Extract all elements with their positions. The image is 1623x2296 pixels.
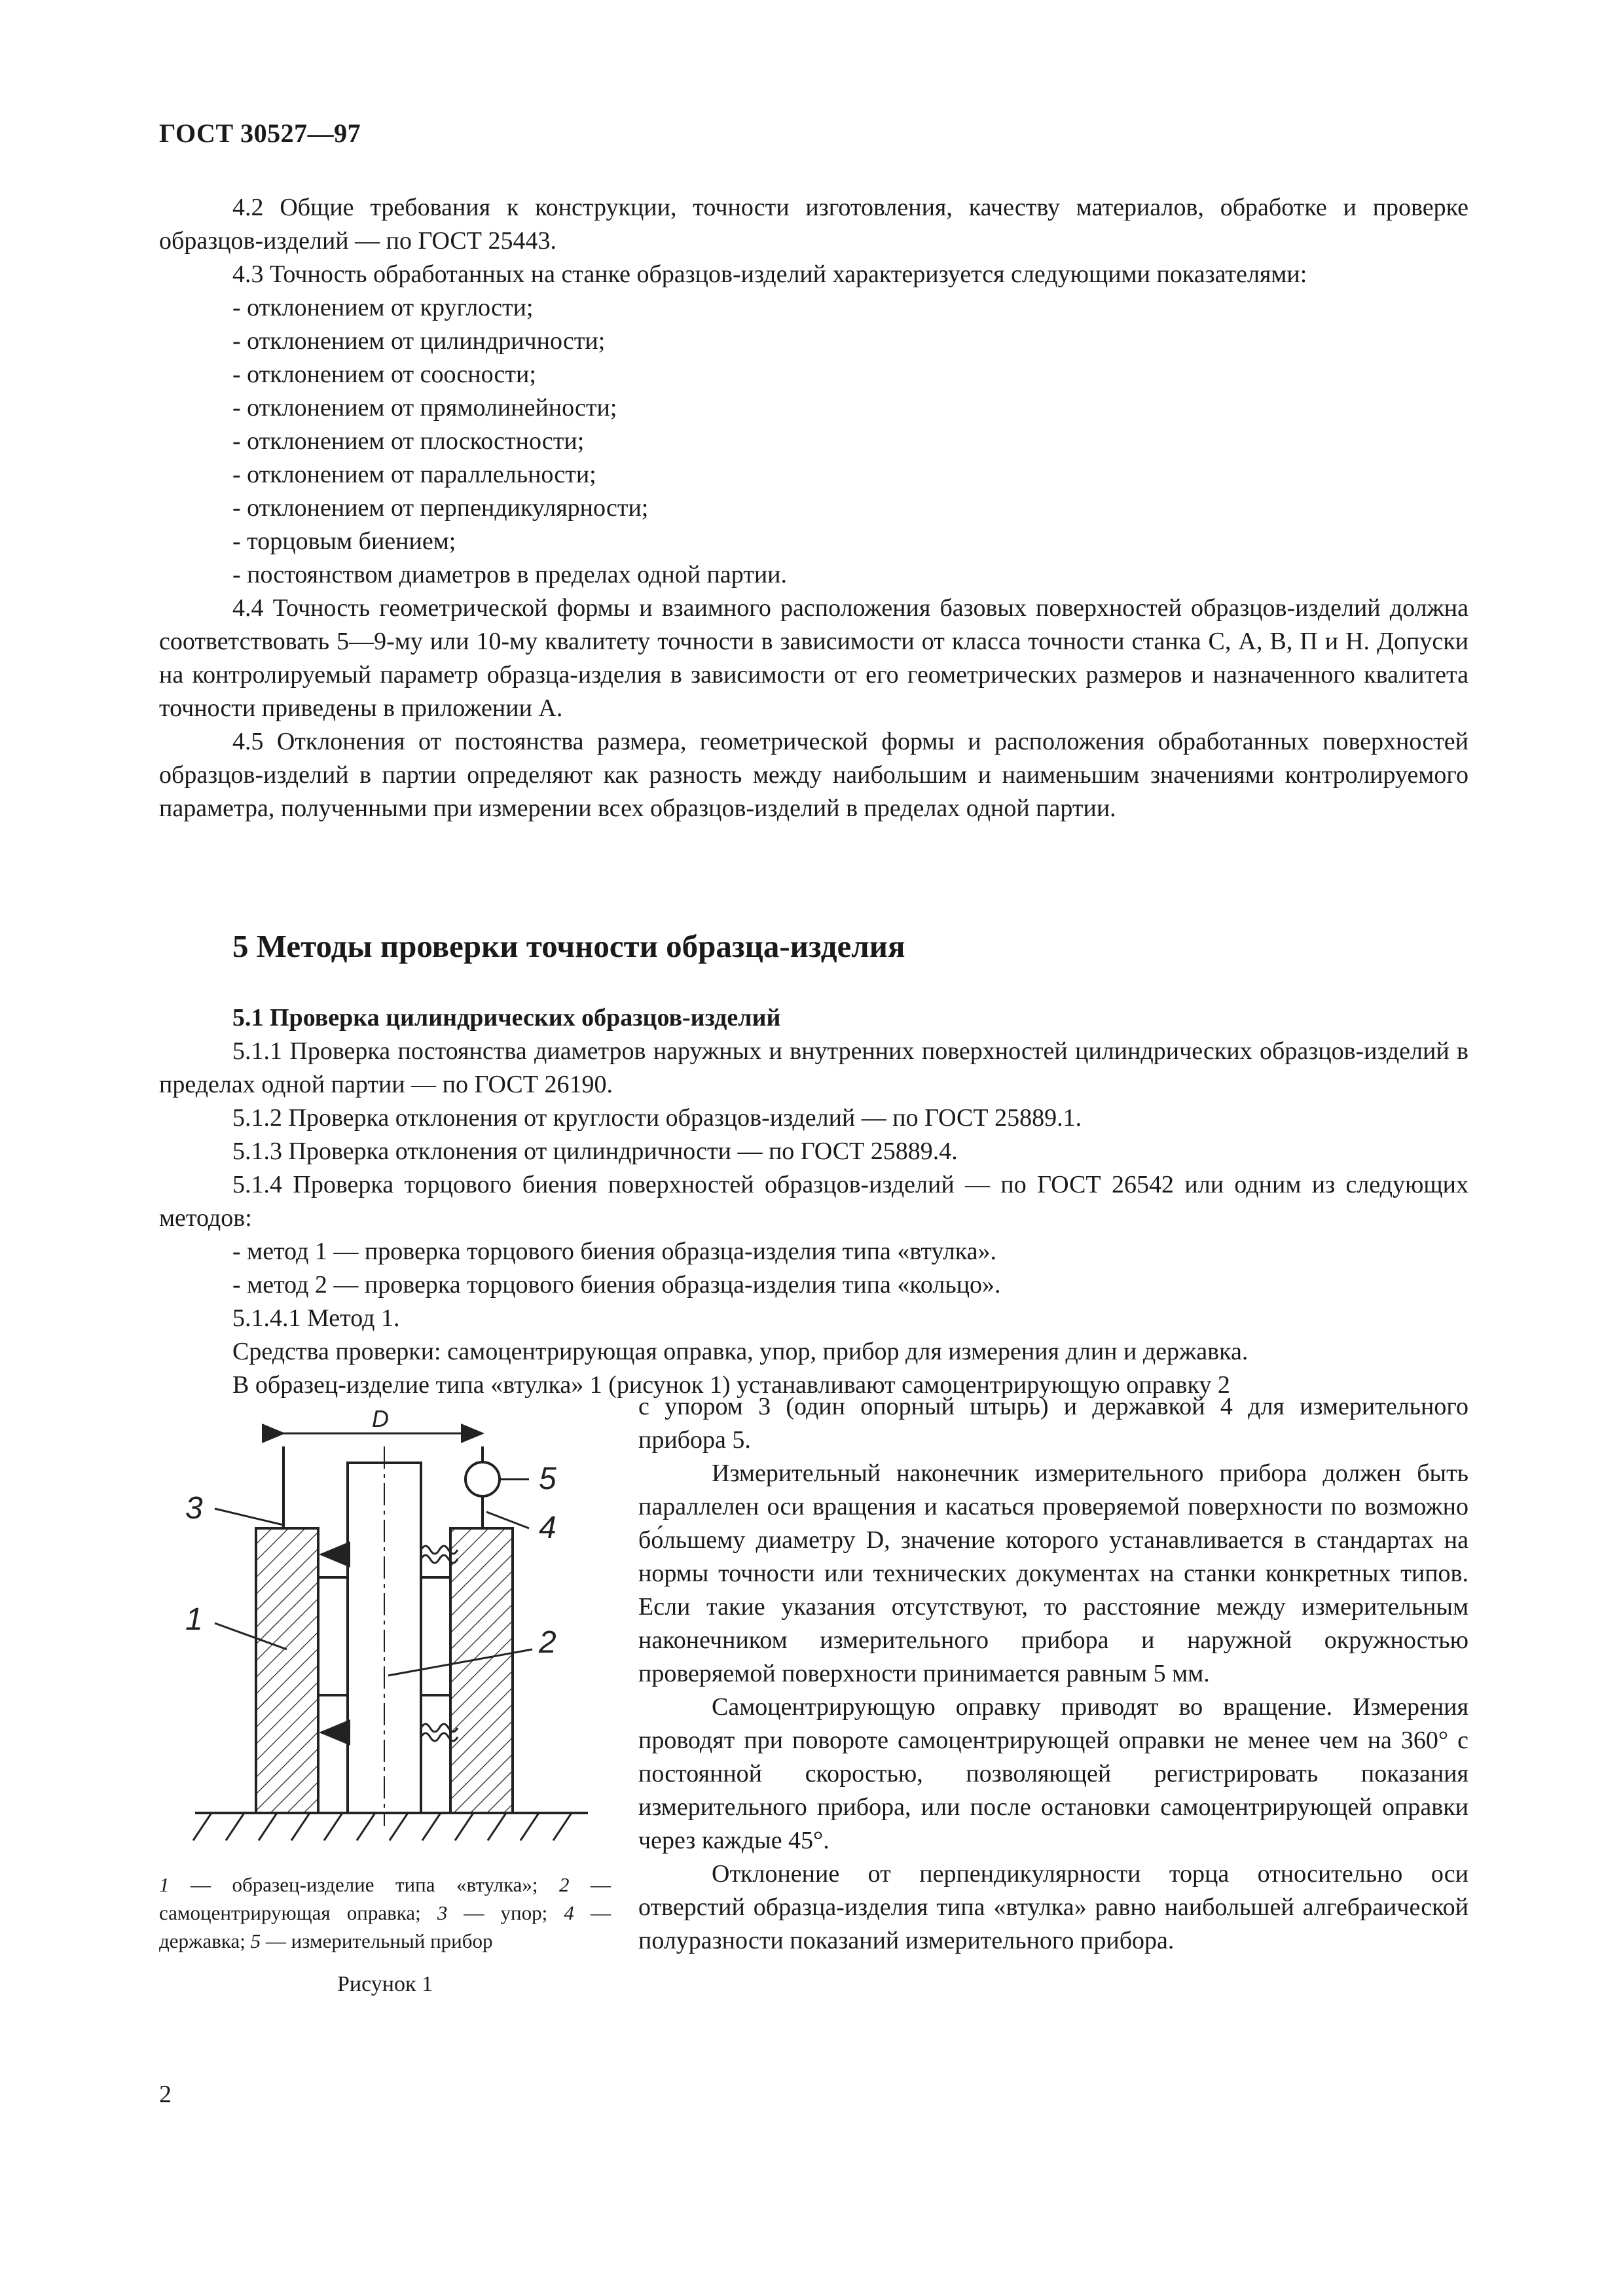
paragraph-5-1-3: 5.1.3 Проверка отклонения от цилиндричности — по ГОСТ 25889.4.	[232, 1138, 958, 1165]
label-5: 5	[539, 1462, 556, 1496]
caption-text: — образец-изделие типа «втулка»;	[169, 1873, 560, 1896]
figure-1-title: Рисунок 1	[337, 1972, 433, 1996]
page-number: 2	[159, 2081, 172, 2108]
paragraph-5-1-4-1: 5.1.4.1 Метод 1.	[232, 1304, 400, 1332]
figure-side-text	[638, 1390, 1468, 1958]
list-item: - отклонением от круглости;	[232, 294, 534, 321]
ground-base	[193, 1813, 588, 1840]
install-paragraph: В образец-изделие типа «втулка» 1 (рисунок 1) устанавливают самоцентрирующую оправку 2	[232, 1371, 1230, 1399]
caption-text: — упор;	[447, 1901, 564, 1924]
list-item: - отклонением от соосности;	[232, 361, 536, 388]
caption-num: 2	[559, 1873, 570, 1896]
measuring-tip-paragraph: Измерительный наконечник измерительного прибора должен быть параллелен оси вращения и касаться проверяемой поверхности по возможно бо́льшему диаметру D, значение которого устанавливается в стандартах на нормы точности или технических документах на станки конкретных типов. Если такие указания отсутствуют, то расстояние между измерительным наконечником измерительного прибора и наружной окружностью проверяемой поверхности принимается равным 5 мм.	[638, 1460, 1468, 1687]
dimension-d-label: D	[372, 1407, 389, 1432]
paragraph-5-1-4: 5.1.4 Проверка торцового биения поверхностей образцов-изделий — по ГОСТ 26542 или одним из следующих методов:	[159, 1171, 1468, 1232]
list-item: - отклонением от прямолинейности;	[232, 394, 617, 422]
gauge-icon	[465, 1462, 500, 1528]
list-item: - отклонением от перпендикулярности;	[232, 494, 649, 522]
list-item: - отклонением от цилиндричности;	[232, 327, 606, 355]
section-5-text	[159, 1001, 1468, 1402]
paragraph-4-5: 4.5 Отклонения от постоянства размера, геометрической формы и расположения обработанных поверхностей образцов-изделий в партии определяют как разность между наибольшим и наименьшим значениями контролируемого параметра, полученными при измерении всех образцов-изделий в пределах одной партии.	[159, 728, 1468, 822]
label-3: 3	[185, 1491, 203, 1526]
paragraph-4-3: 4.3 Точность обработанных на станке образцов-изделий характеризуется следующими показателями:	[232, 260, 1307, 288]
subsection-5-1-heading: 5.1 Проверка цилиндрических образцов-изделий	[232, 1004, 781, 1031]
install-continuation: с упором 3 (один опорный штырь) и державкой 4 для измерительного прибора 5.	[638, 1393, 1468, 1454]
list-item: - торцовым биением;	[232, 528, 456, 555]
caption-num: 4	[564, 1901, 574, 1924]
list-item: - постоянством диаметров в пределах одной партии.	[232, 561, 788, 588]
deviation-paragraph: Отклонение от перпендикулярности торца относительно оси отверстий образца-изделия типа «втулка» равно наибольшей алгебраической полуразности показаний измерительного прибора.	[638, 1860, 1468, 1954]
self-centering-mandrel	[318, 1446, 450, 1826]
label-2: 2	[539, 1625, 556, 1660]
means-paragraph: Средства проверки: самоцентрирующая оправка, упор, прибор для измерения длин и державка.	[232, 1338, 1249, 1365]
document-code-header: ГОСТ 30527—97	[159, 118, 361, 148]
section-4-text	[159, 191, 1468, 825]
paragraph-4-4: 4.4 Точность геометрической формы и взаимного расположения базовых поверхностей образцов-изделий должна соответствовать 5—9-му или 10-му квалитету точности в зависимости от класса точности станка С, А, В, П и Н. Допуски на контролируемый параметр образца-изделия в зависимости от его геометрических размеров и назначенного квалитета точности приведены в приложении А.	[159, 594, 1468, 722]
dimension-d	[283, 1407, 483, 1433]
caption-num: 5	[250, 1929, 261, 1952]
section-5-heading: 5 Методы проверки точности образца-изделия	[232, 928, 905, 964]
caption-text: — измерительный прибор	[261, 1929, 493, 1952]
paragraph-4-2: 4.2 Общие требования к конструкции, точности изготовления, качеству материалов, обработке и проверке образцов-изделий — по ГОСТ 25443.	[159, 194, 1468, 255]
caption-num: 3	[437, 1901, 448, 1924]
list-item: - отклонением от параллельности;	[232, 461, 596, 488]
caption-text: — самоцентрирующая оправка;	[159, 1873, 611, 1924]
paragraph-5-1-2: 5.1.2 Проверка отклонения от круглости образцов-изделий — по ГОСТ 25889.1.	[232, 1104, 1082, 1132]
paragraph-5-1-1: 5.1.1 Проверка постоянства диаметров наружных и внутренних поверхностей цилиндрических образцов-изделий в пределах одной партии — по ГОСТ 26190.	[159, 1037, 1468, 1098]
figure-1-caption	[159, 1871, 611, 1955]
caption-num: 1	[159, 1873, 170, 1896]
method-item: - метод 2 — проверка торцового биения образца-изделия типа «кольцо».	[232, 1271, 1001, 1299]
method-item: - метод 1 — проверка торцового биения образца-изделия типа «втулка».	[232, 1238, 997, 1265]
label-1: 1	[185, 1602, 203, 1637]
list-item: - отклонением от плоскостности;	[232, 427, 585, 455]
caption-text: — державка;	[159, 1901, 611, 1952]
label-4: 4	[539, 1511, 556, 1545]
rotation-paragraph: Самоцентрирующую оправку приводят во вращение. Измерения проводят при повороте самоцентрирующей оправки не менее чем на 360° с постоянной скоростью, позволяющей регистрировать показания измерительного прибора, или после остановки самоцентрирующей оправки через каждые 45°.	[638, 1693, 1468, 1854]
